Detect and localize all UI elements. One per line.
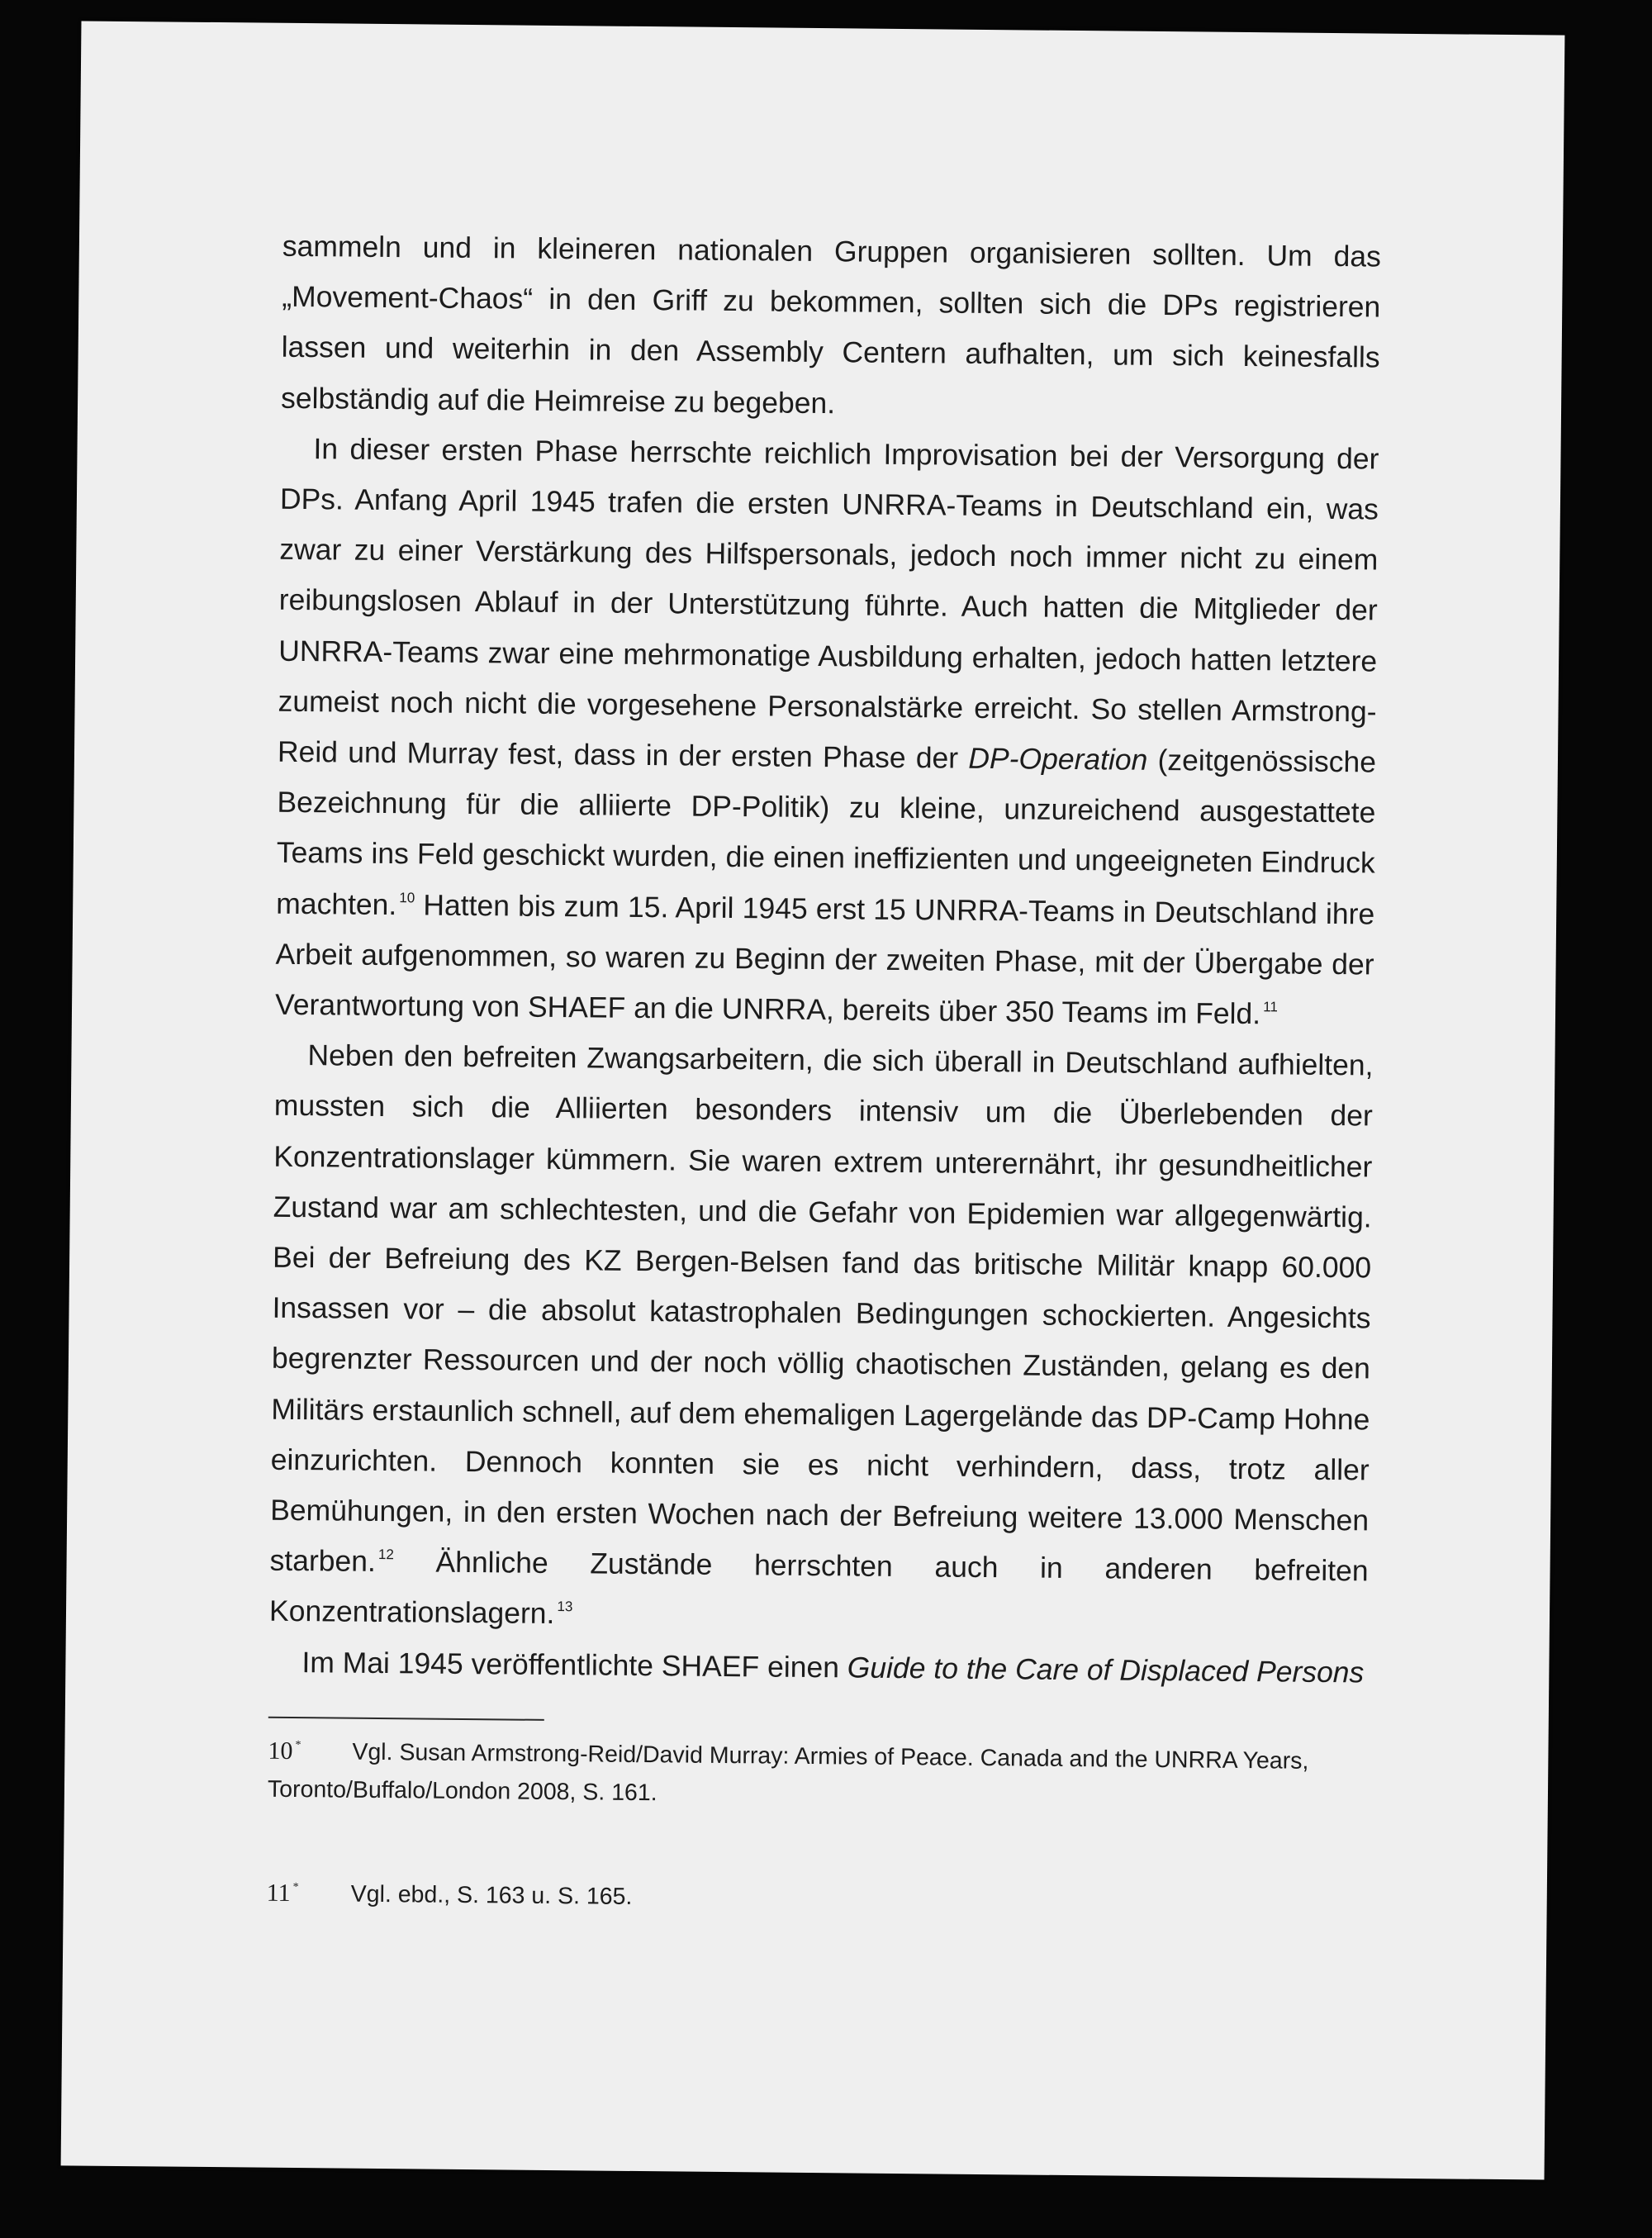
footnote-ref: 10 xyxy=(399,889,415,906)
body-text xyxy=(268,221,1381,1699)
footnote-text: Vgl. ebd., S. 163 u. S. 165. xyxy=(350,1880,633,1910)
footnote-number: 10 * xyxy=(268,1737,301,1765)
paragraph-3 xyxy=(269,1030,1374,1647)
text-run: Neben den befreiten Zwangsarbeitern, die sich überall in Deutschland aufhielten, mussten sich die Alliierten besonders intensiv um die Überlebenden der Konzentrationslager kümmern. Sie waren extrem unterernährt, ihr gesundheitlicher Zustand war am schlechtesten, und die Gefahr von Epidemien war allgegenwärtig. Bei der Befreiung des KZ Bergen-Belsen fand das britische Militär knapp 60.000 Insassen vor – die absolut katastrophalen Bedingungen schockierten. Angesichts begrenzter Ressourcen und der noch völlig chaotischen Zuständen, gelang es den Militärs erstaunlich schnell, auf dem ehemaligen Lagergelände das DP-Camp Hohne einzurichten. Dennoch konnten sie es nicht verhindern, dass, trotz aller Bemühungen, in den ersten Wochen nach der Befreiung weitere 13.000 Menschen starben. xyxy=(269,1038,1374,1579)
paper-sheet xyxy=(61,21,1565,2179)
footnote-text: Vgl. Susan Armstrong-Reid/David Murray: Armies of Peace. Canada and the UNRRA Years, Toronto/Buffalo/London 2008, S. 161. xyxy=(267,1738,1309,1807)
italic-term: Guide to the Care of Displaced Persons xyxy=(847,1651,1365,1689)
footnote-ref: 13 xyxy=(557,1599,573,1615)
paragraph-4 xyxy=(268,1637,1368,1698)
text-run: Im Mai 1945 veröffentlichte SHAEF einen xyxy=(301,1645,847,1684)
italic-term: DP-Operation xyxy=(968,741,1148,777)
paragraph-2 xyxy=(275,424,1379,1041)
text-run: In dieser ersten Phase herrschte reichlich Improvisation bei der Versorgung der DPs. Anfang April 1945 trafen die ersten UNRRA-Teams in Deutschland ein, was zwar zu einer Verstärkung des Hilfspersonals, jedoch noch immer nicht zu einem reibungslosen Ablauf in der Unterstützung führte. Auch hatten die Mitglieder der UNRRA-Teams zwar eine mehrmonatige Ausbildung erhalten, jedoch hatten letztere zumeist noch nicht die vorgesehene Personalstärke erreicht. So stellen Armstrong-Reid und Murray fest, dass in der ersten Phase der xyxy=(277,431,1379,775)
text-run: Hatten bis zum 15. April 1945 erst 15 UNRRA-Teams in Deutschland ihre Arbeit aufgenommen, so waren zu Beginn der zweiten Phase, mit der Übergabe der Verantwortung von SHAEF an die UNRRA, bereits über 350 Teams im Feld. xyxy=(274,888,1375,1031)
footnote-number: 11 * xyxy=(266,1879,299,1907)
text-run: (zeitgenössische Bezeichnung für die alliierte DP-Politik) zu kleine, unzureichend ausgestattete Teams ins Feld geschickt wurden, die einen ineffizienten und ungeeigneten Eindruck machten. xyxy=(276,743,1377,921)
text-run: Ähnliche Zustände herrschten auch in anderen befreiten Konzentrationslagern. xyxy=(268,1545,1369,1631)
footnote-10 xyxy=(268,1735,1367,1817)
paragraph-1 xyxy=(281,221,1381,435)
footnote-11 xyxy=(267,1877,1365,1926)
footnote-ref: 12 xyxy=(377,1547,394,1563)
text-run: sammeln und in kleineren nationalen Gruppen organisieren sollten. Um das „Movement-Chaos“ in den Griff zu bekommen, sollten sich die DPs registrieren lassen und weiterhin in den Assembly Centern aufhalten, um sich keinesfalls selbständig auf die Heimreise zu begeben. xyxy=(280,229,1382,420)
footnote-ref: 11 xyxy=(1263,999,1278,1015)
footnote-separator xyxy=(268,1717,544,1721)
